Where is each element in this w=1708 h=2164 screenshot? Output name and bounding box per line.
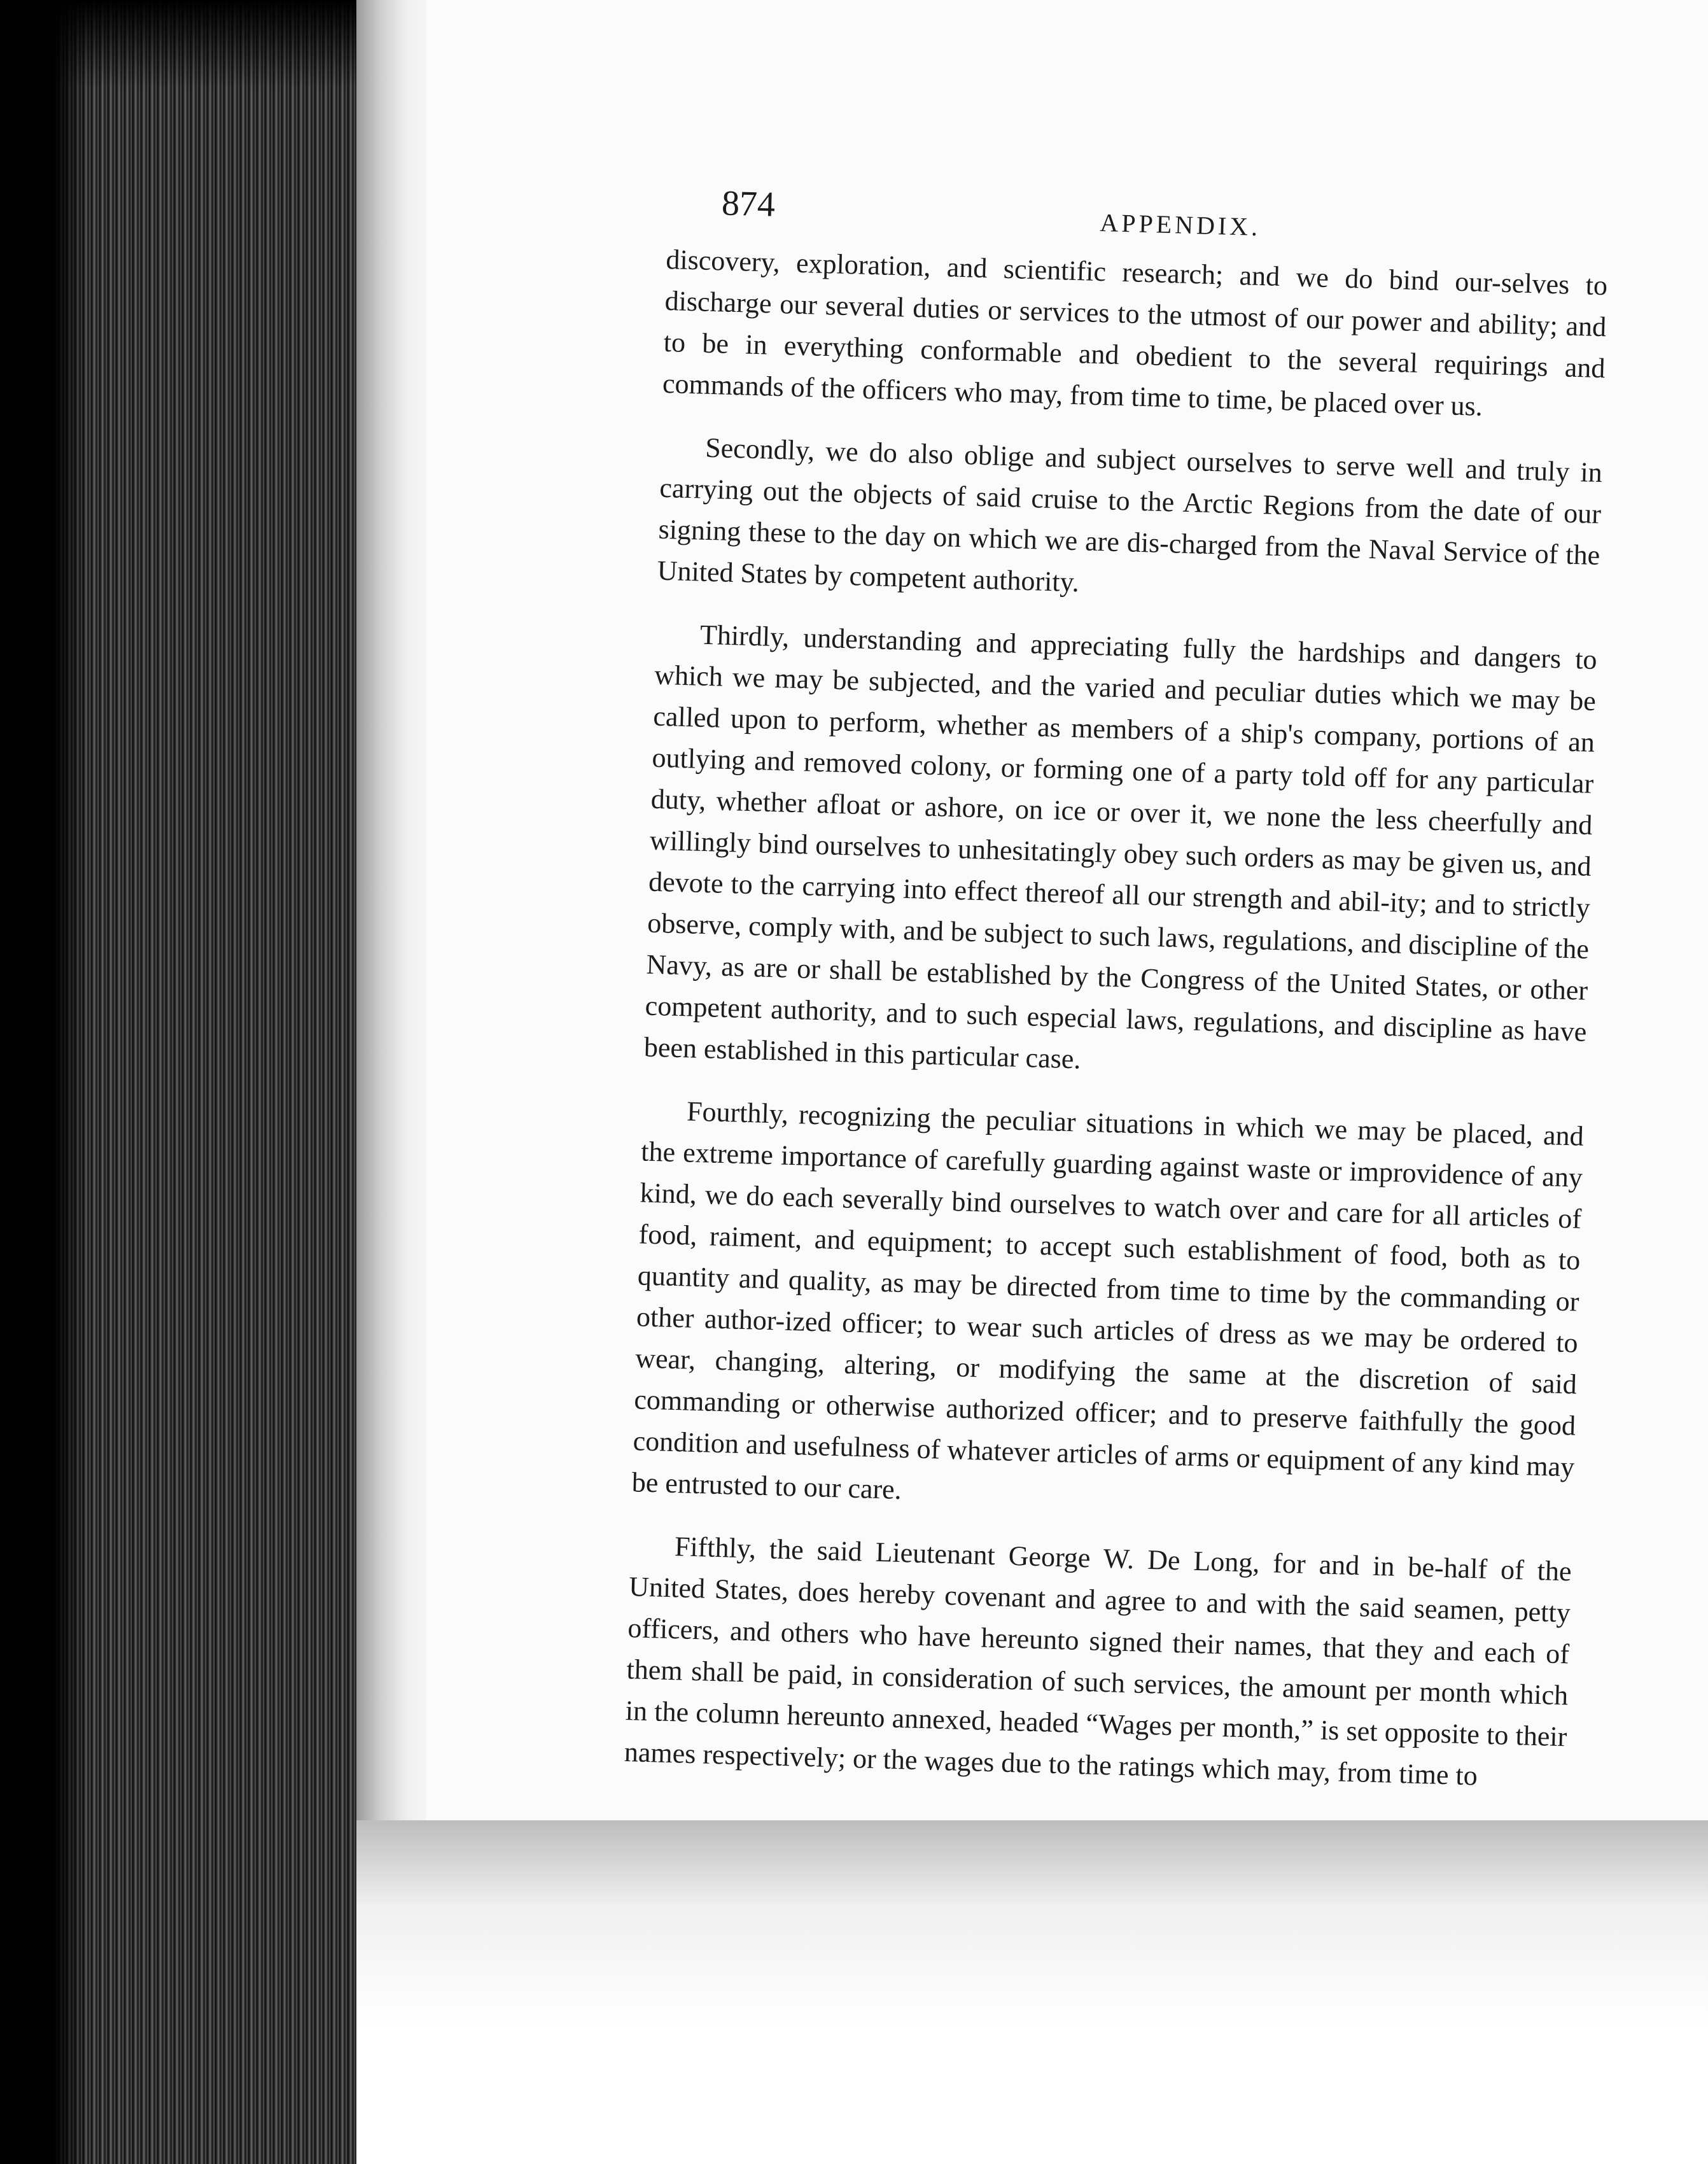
paragraph-thirdly: Thirdly, understanding and appreciating fully the hardships and dangers to which we may be subjected, and the varied and peculiar duties which we may be called upon to perform, whether as members of a ship's company, portions of an outlying and removed colony, or forming one of a party told off for any particular duty, whether afloat or ashore, on ice or over it, we none the less cheerfully and willingly bind ourselves to unhesitatingly obey such orders as may be given us, and devote to the carrying into effect thereof all our strength and abil-ity; and to strictly observe, comply with, and be subject to such laws, regulations, and discipline of the Navy, as are or shall be established by the Congress of the United States, or other competent authority, and to such especial laws, regulations, and discipline as have been established in this particular case.: [643, 619, 1598, 1075]
running-header-title: APPENDIX.: [1099, 207, 1261, 242]
paragraph-fifthly: Fifthly, the said Lieutenant George W. De Long, for and in be-half of the United States, does hereby covenant and agree to and with the said seamen, petty officers, and others who have hereunto signed their names, that they and each of them shall be paid, in consideration of such services, the amount per month which in the column hereunto annexed, headed “Wages per month,” is set opposite to their names respectively; or the wages due to the ratings which may, from time to: [624, 1531, 1572, 1792]
paragraph-fourthly: Fourthly, recognizing the peculiar situations in which we may be placed, and the extreme importance of carefully guarding against waste or improvidence of any kind, we do each severally bind ourselves to watch over and care for all articles of food, raiment, and equipment; to accept such establishment of food, both as to quantity and quality, as may be directed from time to time by the commanding or other author-ized officer; to wear such articles of dress as we may be ordered to wear, changing, altering, or modifying the same at the discretion of said commanding or otherwise authorized officer; and to preserve faithfully the good condition and usefulness of whatever articles of arms or equipment of any kind may be entrusted to our care.: [631, 1095, 1585, 1506]
paragraph-continued: discovery, exploration, and scientific research; and we do bind our-selves to discharge our several duties or services to the utmost of our power and ability; and to be in everything conformable and obedient to the several requirings and commands of the officers who may, from time to time, be placed over us.: [662, 243, 1608, 422]
text-block: [624, 181, 1609, 1799]
bottom-shadow: [356, 1820, 1708, 2164]
paragraph-secondly: Secondly, we do also oblige and subject ourselves to serve well and truly in carrying out the objects of said cruise to the Arctic Regions from the date of our signing these to the day on which we are dis-charged from the Naval Service of the United States by competent authority.: [657, 432, 1603, 598]
page-gutter-shadow: [356, 0, 426, 1820]
book-page-edges: [0, 0, 356, 2164]
page-number: 874: [721, 183, 776, 225]
